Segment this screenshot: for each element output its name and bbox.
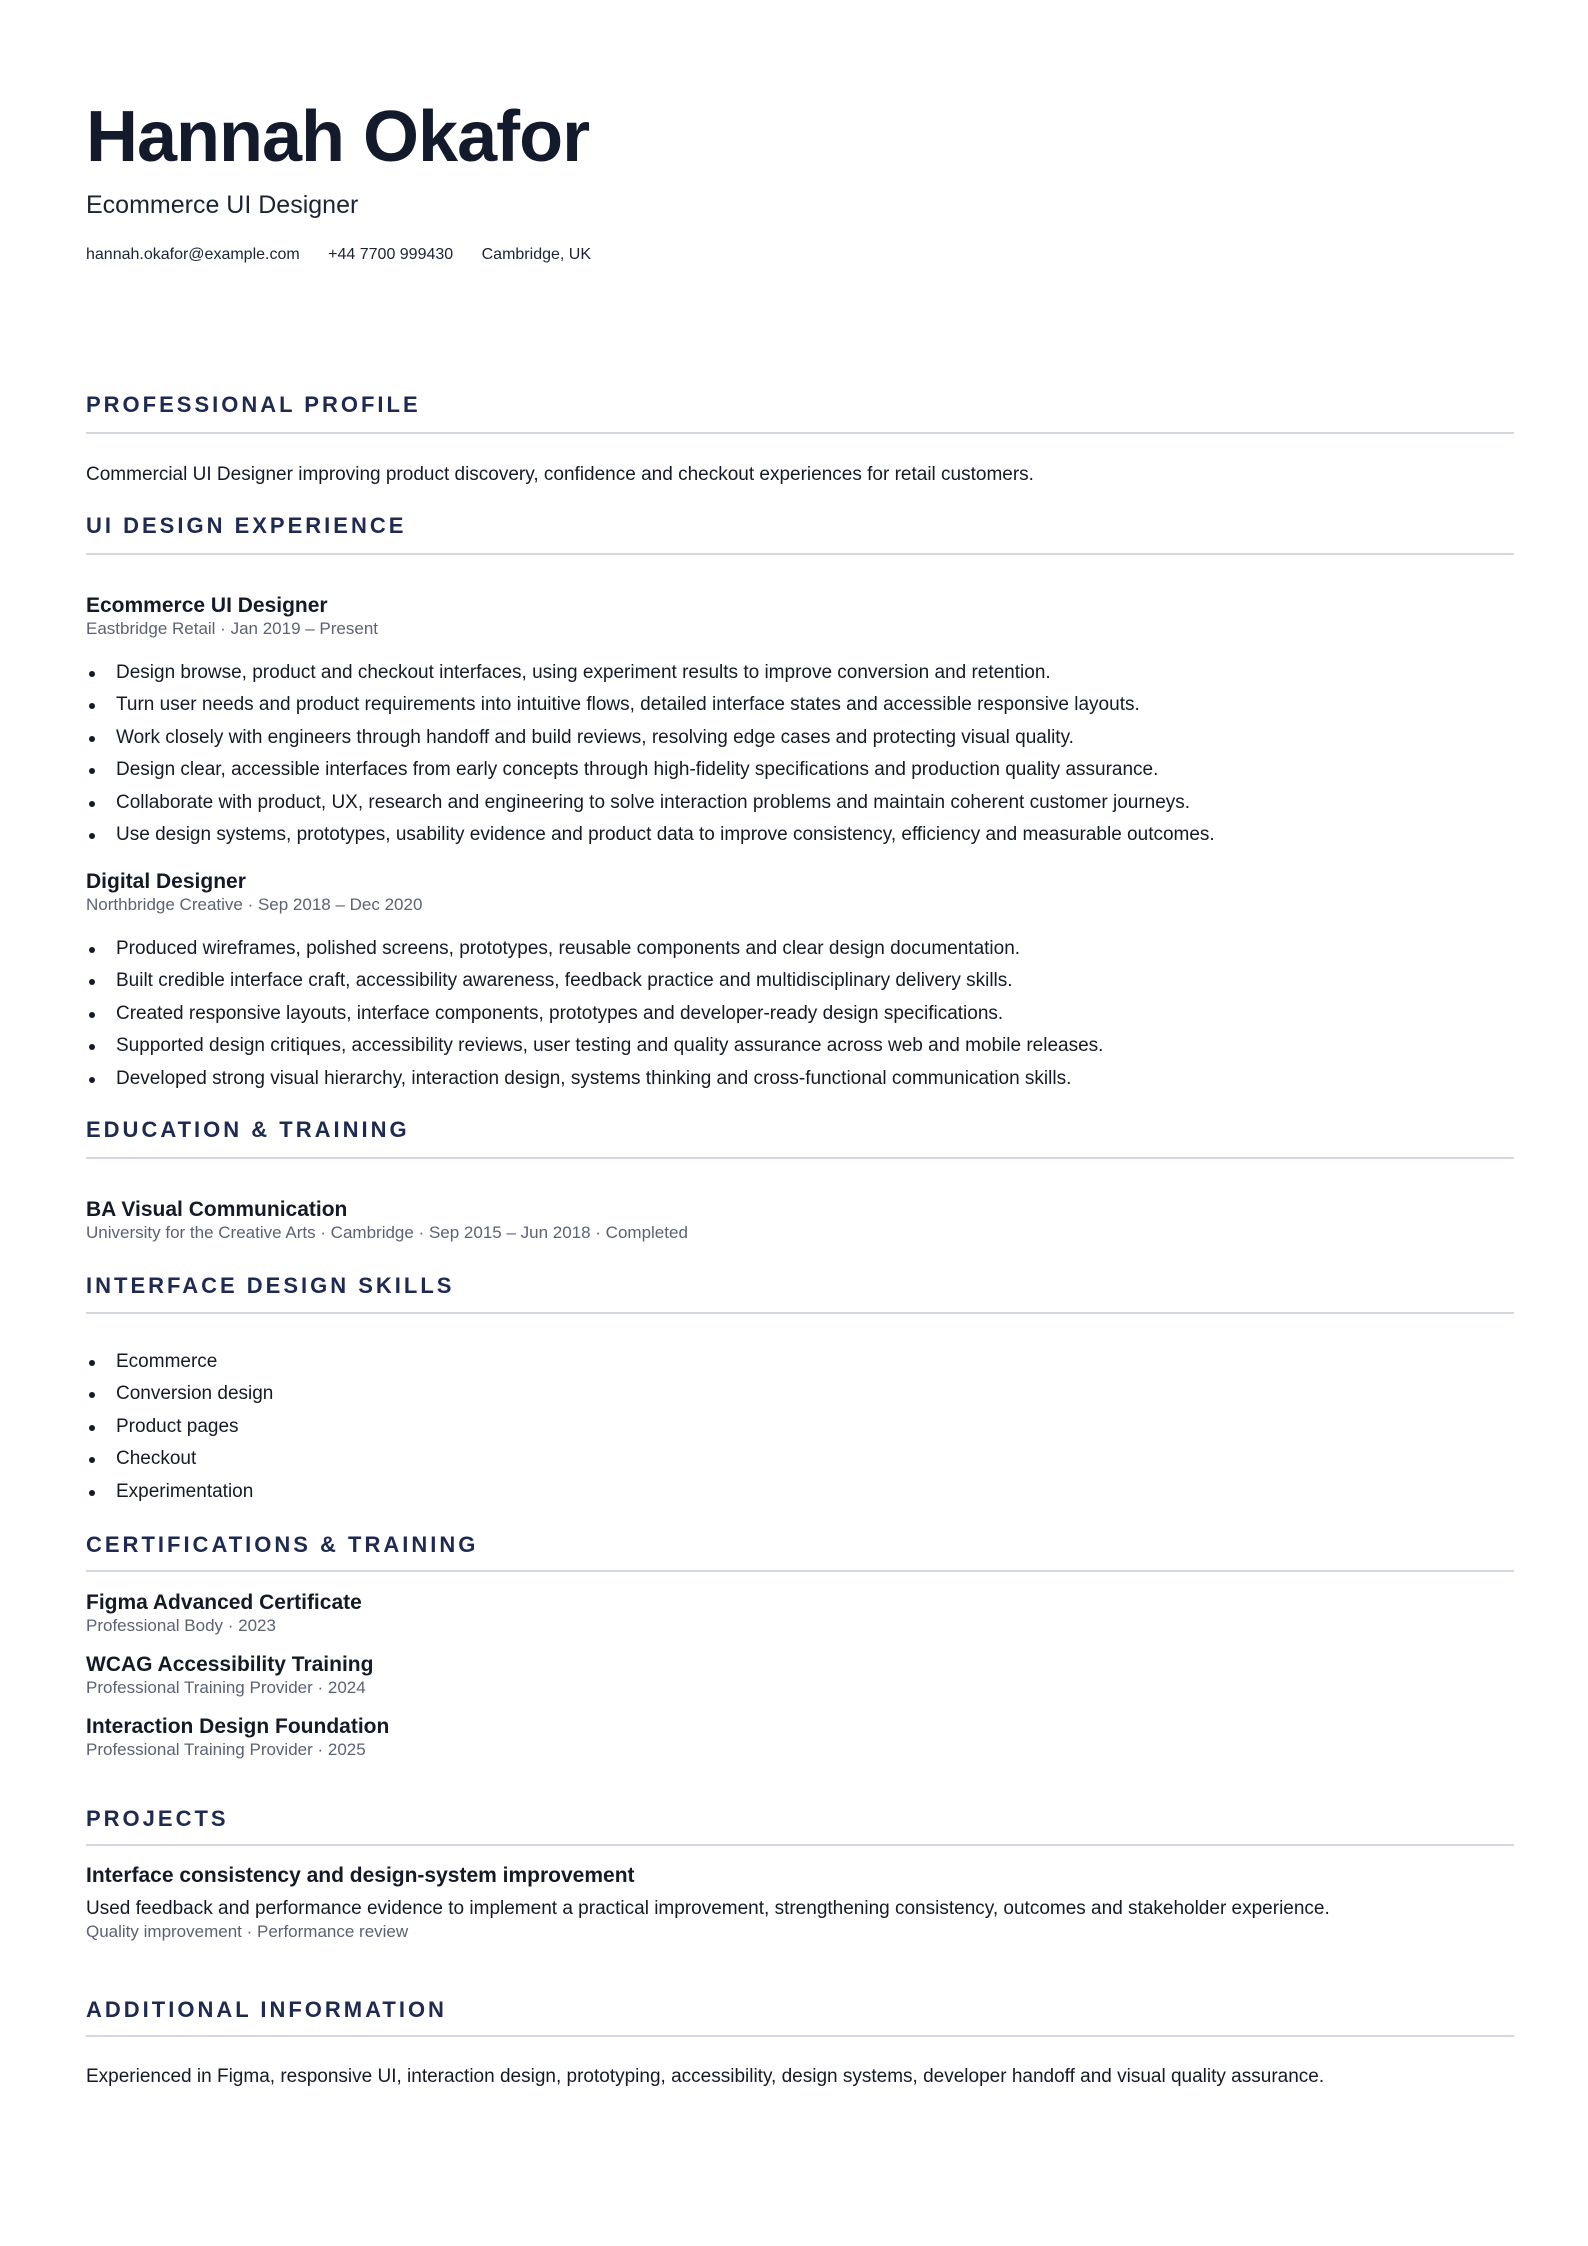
section-heading-skills: INTERFACE DESIGN SKILLS bbox=[86, 1273, 455, 1298]
list-item: Built credible interface craft, accessibility awareness, feedback practice and multidisciplinary delivery skills. bbox=[86, 965, 1103, 997]
education-meta: University for the Creative Arts · Cambridge · Sep 2015 – Jun 2018 · Completed bbox=[86, 1223, 688, 1242]
job-meta: Northbridge Creative · Sep 2018 – Dec 2020 bbox=[86, 895, 423, 914]
section-divider bbox=[86, 1844, 1514, 1846]
contact-phone: +44 7700 999430 bbox=[328, 246, 454, 263]
job-title: Ecommerce UI Designer bbox=[86, 594, 328, 617]
certification-meta: Professional Training Provider · 2024 bbox=[86, 1678, 366, 1697]
section-heading-experience: UI DESIGN EXPERIENCE bbox=[86, 513, 407, 538]
section-divider bbox=[86, 1157, 1514, 1159]
list-item: Design browse, product and checkout interfaces, using experiment results to improve conversion and retention. bbox=[86, 657, 1215, 689]
list-item: Supported design critiques, accessibility reviews, user testing and quality assurance across web and mobile releases. bbox=[86, 1030, 1103, 1062]
project-description: Used feedback and performance evidence to implement a practical improvement, strengthening consistency, outcomes and stakeholder experience. bbox=[86, 1898, 1330, 1919]
certification-title: WCAG Accessibility Training bbox=[86, 1653, 374, 1676]
list-item: Product pages bbox=[86, 1411, 273, 1443]
project-title: Interface consistency and design-system improvement bbox=[86, 1864, 635, 1887]
section-heading-certifications: CERTIFICATIONS & TRAINING bbox=[86, 1532, 479, 1557]
list-item: Work closely with engineers through handoff and build reviews, resolving edge cases and protecting visual quality. bbox=[86, 722, 1215, 754]
list-item: Turn user needs and product requirements into intuitive flows, detailed interface states and accessible responsive layouts. bbox=[86, 689, 1215, 721]
list-item: Use design systems, prototypes, usability evidence and product data to improve consistency, efficiency and measurable outcomes. bbox=[86, 819, 1215, 851]
education-title: BA Visual Communication bbox=[86, 1198, 348, 1221]
list-item: Produced wireframes, polished screens, prototypes, reusable components and clear design documentation. bbox=[86, 933, 1103, 965]
contact-location: Cambridge, UK bbox=[481, 246, 591, 263]
list-item: Developed strong visual hierarchy, interaction design, systems thinking and cross-functional communication skills. bbox=[86, 1063, 1103, 1095]
list-item: Ecommerce bbox=[86, 1346, 273, 1378]
list-item: Experimentation bbox=[86, 1476, 273, 1508]
job-bullets bbox=[86, 933, 1103, 1095]
job-bullets bbox=[86, 657, 1215, 851]
contact-line bbox=[86, 244, 615, 266]
certification-meta: Professional Body · 2023 bbox=[86, 1616, 276, 1635]
certification-meta: Professional Training Provider · 2025 bbox=[86, 1740, 366, 1759]
section-divider bbox=[86, 553, 1514, 555]
section-heading-profile: PROFESSIONAL PROFILE bbox=[86, 392, 421, 417]
contact-email: hannah.okafor@example.com bbox=[86, 246, 300, 263]
section-divider bbox=[86, 2035, 1514, 2037]
candidate-name: Hannah Okafor bbox=[86, 97, 590, 177]
profile-summary: Commercial UI Designer improving product discovery, confidence and checkout experiences for retail customers. bbox=[86, 464, 1034, 485]
section-divider bbox=[86, 1570, 1514, 1572]
candidate-role: Ecommerce UI Designer bbox=[86, 191, 359, 219]
certification-title: Figma Advanced Certificate bbox=[86, 1591, 362, 1614]
additional-text: Experienced in Figma, responsive UI, interaction design, prototyping, accessibility, design systems, developer handoff and visual quality assurance. bbox=[86, 2066, 1325, 2087]
project-meta: Quality improvement · Performance review bbox=[86, 1922, 409, 1941]
section-heading-projects: PROJECTS bbox=[86, 1806, 229, 1831]
list-item: Design clear, accessible interfaces from early concepts through high-fidelity specifications and production quality assurance. bbox=[86, 754, 1215, 786]
skills-list bbox=[86, 1346, 273, 1508]
section-divider bbox=[86, 1312, 1514, 1314]
list-item: Created responsive layouts, interface components, prototypes and developer-ready design specifications. bbox=[86, 998, 1103, 1030]
list-item: Collaborate with product, UX, research and engineering to solve interaction problems and maintain coherent customer journeys. bbox=[86, 787, 1215, 819]
section-heading-education: EDUCATION & TRAINING bbox=[86, 1117, 410, 1142]
certification-title: Interaction Design Foundation bbox=[86, 1715, 390, 1738]
list-item: Conversion design bbox=[86, 1378, 273, 1410]
job-meta: Eastbridge Retail · Jan 2019 – Present bbox=[86, 619, 379, 638]
job-title: Digital Designer bbox=[86, 870, 246, 893]
section-divider bbox=[86, 432, 1514, 434]
section-heading-additional: ADDITIONAL INFORMATION bbox=[86, 1997, 447, 2022]
list-item: Checkout bbox=[86, 1443, 273, 1475]
